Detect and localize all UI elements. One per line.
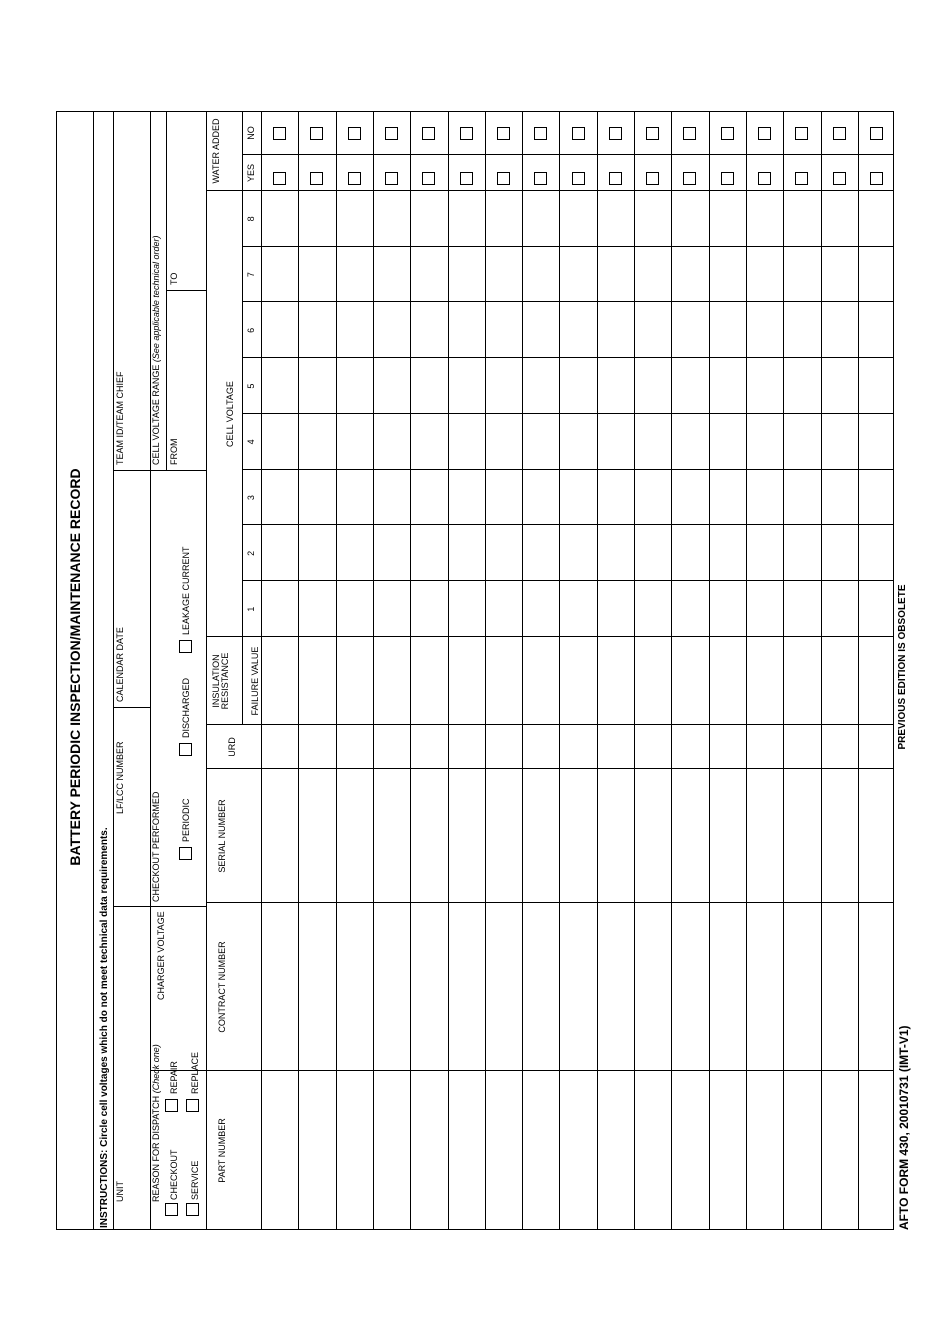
cell-5-heading: 5 xyxy=(246,383,256,389)
table-row xyxy=(559,111,596,1230)
water-yes-label: YES xyxy=(246,164,256,183)
water-no-checkbox[interactable] xyxy=(609,128,622,141)
water-no-checkbox[interactable] xyxy=(348,128,361,141)
checkout-leakage-label: LEAKAGE CURRENT xyxy=(181,546,191,635)
water-yes-checkbox[interactable] xyxy=(422,173,435,186)
cell-1-heading: 1 xyxy=(246,606,256,612)
water-yes-checkbox[interactable] xyxy=(683,173,696,186)
table-row xyxy=(671,111,708,1230)
water-yes-checkbox[interactable] xyxy=(273,173,286,186)
reason-repair-label: REPAIR xyxy=(169,1061,179,1094)
contract-number-heading: CONTRACT NUMBER xyxy=(217,941,227,1033)
water-no-checkbox[interactable] xyxy=(273,128,286,141)
water-no-checkbox[interactable] xyxy=(310,128,323,141)
water-no-checkbox[interactable] xyxy=(795,128,808,141)
checkout-performed-label: CHECKOUT PERFORMED xyxy=(151,791,161,902)
reason-service-checkbox[interactable] xyxy=(186,1203,199,1216)
water-added-heading: WATER ADDED xyxy=(211,118,221,184)
water-yes-checkbox[interactable] xyxy=(310,173,323,186)
table-row xyxy=(373,111,410,1230)
team-label: TEAM ID/TEAM CHIEF xyxy=(115,371,125,465)
insulation-resistance-heading: INSULATION RESISTANCE xyxy=(211,652,230,710)
table-row xyxy=(485,111,522,1230)
reason-replace-checkbox[interactable] xyxy=(186,1099,199,1112)
calendar-date-label: CALENDAR DATE xyxy=(115,627,125,702)
water-yes-checkbox[interactable] xyxy=(795,173,808,186)
table-row xyxy=(746,111,783,1230)
table-row xyxy=(709,111,746,1230)
checkout-leakage-checkbox[interactable] xyxy=(179,640,192,653)
water-yes-checkbox[interactable] xyxy=(721,173,734,186)
water-no-label: NO xyxy=(246,126,256,140)
table-row xyxy=(783,111,820,1230)
water-yes-checkbox[interactable] xyxy=(348,173,361,186)
water-no-checkbox[interactable] xyxy=(534,128,547,141)
serial-number-heading: SERIAL NUMBER xyxy=(217,799,227,873)
water-no-checkbox[interactable] xyxy=(497,128,510,141)
cell-6-heading: 6 xyxy=(246,327,256,333)
cell-8-heading: 8 xyxy=(246,216,256,222)
table-row xyxy=(597,111,634,1230)
checkout-discharged-checkbox[interactable] xyxy=(179,743,192,756)
water-yes-checkbox[interactable] xyxy=(609,173,622,186)
checkout-discharged-label: DISCHARGED xyxy=(181,677,191,738)
cell-2-heading: 2 xyxy=(246,550,256,556)
reason-replace-label: REPLACE xyxy=(190,1051,200,1094)
cell-voltage-heading: CELL VOLTAGE xyxy=(225,381,235,447)
urd-heading: URD xyxy=(227,737,237,757)
reason-checkout-label: CHECKOUT xyxy=(169,1149,179,1200)
water-no-checkbox[interactable] xyxy=(833,128,846,141)
water-yes-checkbox[interactable] xyxy=(572,173,585,186)
water-no-checkbox[interactable] xyxy=(385,128,398,141)
water-no-checkbox[interactable] xyxy=(460,128,473,141)
water-no-checkbox[interactable] xyxy=(422,128,435,141)
form-id: AFTO FORM 430, 20010731 (IMT-V1) xyxy=(897,1025,911,1230)
failure-value-label: FAILURE VALUE xyxy=(250,646,260,716)
instructions: INSTRUCTIONS: Circle cell voltages which do not meet technical data requirements. xyxy=(99,827,110,1228)
from-label: FROM xyxy=(169,438,179,465)
table-row xyxy=(821,111,858,1230)
table-row xyxy=(410,111,447,1230)
cell-3-heading: 3 xyxy=(246,495,256,501)
cell-4-heading: 4 xyxy=(246,439,256,445)
checkout-periodic-checkbox[interactable] xyxy=(179,847,192,860)
edition-note: PREVIOUS EDITION IS OBSOLETE xyxy=(897,584,908,750)
water-yes-checkbox[interactable] xyxy=(534,173,547,186)
water-yes-checkbox[interactable] xyxy=(833,173,846,186)
water-no-checkbox[interactable] xyxy=(683,128,696,141)
form-title: BATTERY PERIODIC INSPECTION/MAINTENANCE RECORD xyxy=(67,468,83,866)
water-no-checkbox[interactable] xyxy=(572,128,585,141)
reason-service-label: SERVICE xyxy=(190,1160,200,1200)
water-yes-checkbox[interactable] xyxy=(460,173,473,186)
table-row xyxy=(448,111,485,1230)
table-row xyxy=(298,111,335,1230)
water-yes-checkbox[interactable] xyxy=(646,173,659,186)
to-label: TO xyxy=(169,272,179,285)
water-no-checkbox[interactable] xyxy=(721,128,734,141)
part-number-heading: PART NUMBER xyxy=(217,1118,227,1183)
water-yes-checkbox[interactable] xyxy=(870,173,883,186)
water-yes-checkbox[interactable] xyxy=(385,173,398,186)
lf-lcc-label: LF/LCC NUMBER xyxy=(115,741,125,814)
water-no-checkbox[interactable] xyxy=(758,128,771,141)
table-row xyxy=(336,111,373,1230)
water-yes-checkbox[interactable] xyxy=(758,173,771,186)
table-row xyxy=(261,111,298,1230)
water-no-checkbox[interactable] xyxy=(646,128,659,141)
table-row xyxy=(634,111,671,1230)
table-row xyxy=(522,111,559,1230)
charger-voltage-label: CHARGER VOLTAGE xyxy=(156,911,166,1000)
water-yes-checkbox[interactable] xyxy=(497,173,510,186)
reason-checkout-checkbox[interactable] xyxy=(165,1203,178,1216)
unit-label: UNIT xyxy=(115,1181,125,1202)
checkout-periodic-label: PERIODIC xyxy=(181,798,191,842)
water-no-checkbox[interactable] xyxy=(870,128,883,141)
reason-repair-checkbox[interactable] xyxy=(165,1099,178,1112)
cell-range-label: CELL VOLTAGE RANGE (See applicable technical order) xyxy=(151,235,161,465)
table-row xyxy=(858,111,895,1230)
reason-label: REASON FOR DISPATCH (Check one) xyxy=(151,1044,161,1202)
cell-7-heading: 7 xyxy=(246,272,256,278)
